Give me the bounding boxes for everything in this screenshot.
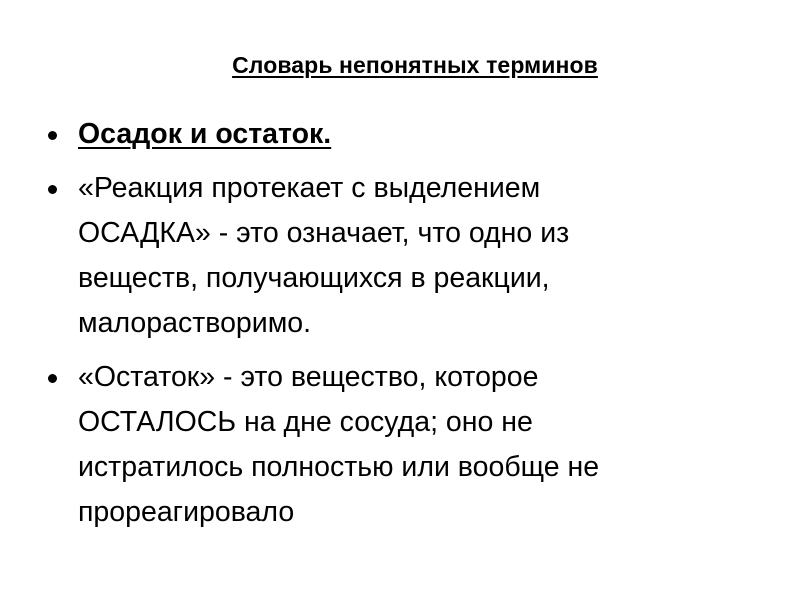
text-line: прореагировало	[78, 496, 295, 528]
bullet-dot-icon	[48, 374, 57, 383]
text-line: ОСАДКА» - это означает, что одно из	[78, 217, 570, 249]
bullet-text	[78, 166, 746, 346]
text-line: веществ, получающихся в реакции,	[78, 262, 550, 294]
bullet-text	[78, 355, 746, 535]
bullet-dot-icon	[48, 185, 57, 194]
bullet-list	[46, 112, 746, 535]
text-line: «Реакция протекает с выделением	[78, 172, 541, 204]
bullet-item-heading	[46, 112, 746, 157]
bullet-item-ostatok-definition	[46, 355, 746, 535]
text-line: «Остаток» - это вещество, которое	[78, 361, 539, 393]
text-line: ОСТАЛОСЬ на дне сосуда; оно не	[78, 406, 533, 438]
bullet-item-osadok-definition	[46, 166, 746, 346]
bullet-dot-icon	[48, 131, 57, 140]
text-line: малорастворимо.	[78, 307, 312, 339]
slide-title: Словарь непонятных терминов	[232, 52, 598, 78]
bullet-heading-text: Осадок и остаток.	[78, 118, 332, 150]
text-line: истратилось полностью или вообще не	[78, 451, 600, 483]
